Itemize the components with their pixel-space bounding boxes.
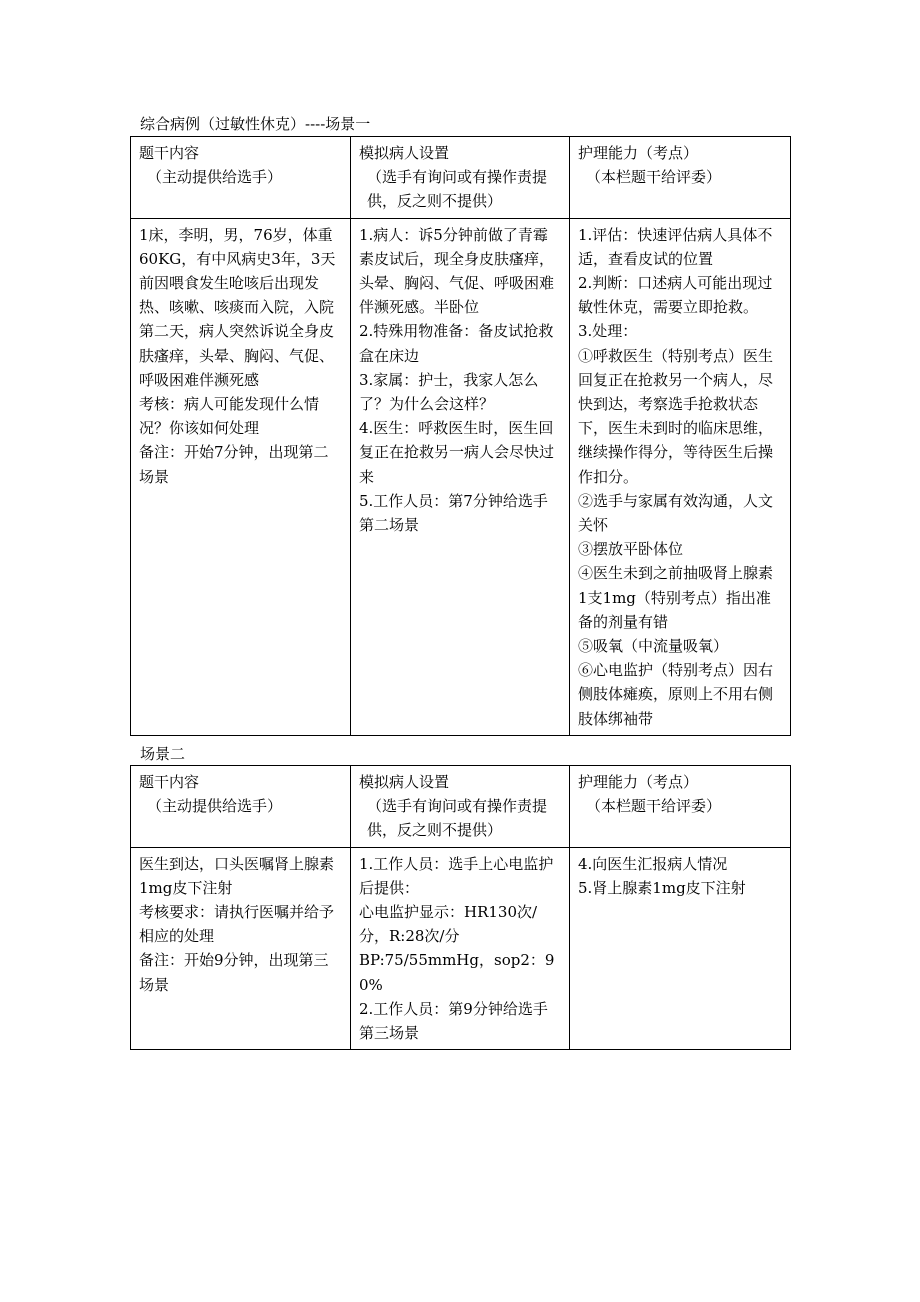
nursing-item: 3.处理： — [578, 322, 638, 341]
nursing-item: 2.判断：口述病人可能出现过敏性休克，需要立即抢救。 — [578, 274, 773, 317]
nursing-item: 1.评估：快速评估病人具体不适，查看皮试的位置 — [578, 225, 773, 268]
scene1-table — [130, 136, 791, 736]
header-label: 模拟病人设置 — [359, 773, 450, 791]
scene2-stem-cell — [131, 847, 351, 1050]
nursing-item: ②选手与家属有效沟通，人文关怀 — [578, 491, 774, 535]
scene1-nursing-cell — [570, 218, 791, 735]
scene1-title: 综合病例（过敏性休克）----场景一 — [140, 115, 371, 133]
scene1-header-nursing — [570, 137, 791, 219]
nursing-item: ③摆放平卧体位 — [578, 540, 684, 559]
header-label: 护理能力（考点） — [578, 773, 699, 791]
header-label: 护理能力（考点） — [578, 144, 699, 162]
scene1-header-row — [131, 137, 791, 219]
scene1-content-row — [131, 218, 791, 735]
header-sublabel: （本栏题干给评委） — [586, 168, 722, 187]
scene2-content-row — [131, 847, 791, 1050]
header-label: 题干内容 — [139, 144, 200, 162]
patient-item: 1.病人：诉5分钟前做了青霉素皮试后，现全身皮肤瘙痒，头晕、胸闷、气促、呼吸困难伴濒死感。半卧位 — [359, 225, 555, 317]
header-sublabel: （主动提供给选手） — [147, 168, 283, 187]
stem-paragraph: 医生到达，口头医嘱肾上腺素1mg皮下注射 — [139, 854, 335, 897]
stem-paragraph: 备注：开始7分钟，出现第二场景 — [139, 443, 329, 486]
header-sublabel: （选手有询问或有操作责提供，反之则不提供） — [367, 168, 548, 211]
header-sublabel: （选手有询问或有操作责提供，反之则不提供） — [367, 797, 548, 840]
patient-item: 3.家属：护士，我家人怎么了？为什么会这样？ — [359, 370, 539, 414]
scene2-patient-cell — [351, 847, 570, 1050]
nursing-item: ⑤吸氧（中流量吸氧） — [578, 637, 729, 656]
scene1-header-patient — [351, 137, 570, 219]
scene2-header-nursing — [570, 766, 791, 848]
patient-item: 心电监护显示：HR130次/分，R:28次/分 — [359, 903, 538, 946]
header-sublabel: （本栏题干给评委） — [586, 797, 722, 816]
scene2-nursing-cell — [570, 847, 791, 1050]
stem-paragraph: 考核要求：请执行医嘱并给予相应的处理 — [139, 903, 335, 946]
scene1-patient-cell — [351, 218, 570, 735]
scene2-header-stem — [131, 766, 351, 848]
header-label: 模拟病人设置 — [359, 144, 450, 162]
patient-item: BP:75/55mmHg，sop2：90% — [359, 951, 555, 994]
scene1-header-stem — [131, 137, 351, 219]
header-label: 题干内容 — [139, 773, 200, 791]
nursing-item: ①呼救医生（特别考点）医生回复正在抢救另一个病人，尽快到达，考察选手抢救状态下，医生未到时的临床思维，继续操作得分，等待医生后操作扣分。 — [578, 346, 774, 486]
stem-paragraph: 备注：开始9分钟，出现第三场景 — [139, 951, 329, 994]
nursing-item: 5.肾上腺素1mg皮下注射 — [578, 878, 746, 897]
patient-item: 1.工作人员：选手上心电监护后提供： — [359, 854, 554, 897]
patient-item: 2.特殊用物准备：备皮试抢救盒在床边 — [359, 322, 554, 365]
nursing-item: 4.向医生汇报病人情况 — [578, 854, 728, 873]
patient-item: 5.工作人员：第7分钟给选手第二场景 — [359, 491, 548, 535]
scene1-stem-cell — [131, 218, 351, 735]
scene2-header-row — [131, 766, 791, 848]
nursing-item: ④医生未到之前抽吸肾上腺素1支1mg（特别考点）指出准备的剂量有错 — [578, 564, 774, 631]
scene2-header-patient — [351, 766, 570, 848]
stem-paragraph: 1床，李明，男，76岁，体重60KG，有中风病史3年，3天前因喂食发生呛咳后出现发热、咳嗽、咳痰而入院，入院第二天，病人突然诉说全身皮肤瘙痒，头晕、胸闷、气促、呼吸困难伴濒死感 — [139, 225, 336, 389]
patient-item: 4.医生：呼救医生时，医生回复正在抢救另一病人会尽快过来 — [359, 419, 555, 486]
scene2-title: 场景二 — [140, 745, 186, 763]
scene2-table — [130, 765, 791, 1050]
nursing-item: ⑥心电监护（特别考点）因右侧肢体瘫痪，原则上不用右侧肢体绑袖带 — [578, 661, 774, 728]
stem-paragraph: 考核：病人可能发现什么情况？你该如何处理 — [139, 395, 320, 438]
patient-item: 2.工作人员：第9分钟给选手第三场景 — [359, 999, 548, 1043]
header-sublabel: （主动提供给选手） — [147, 797, 283, 816]
